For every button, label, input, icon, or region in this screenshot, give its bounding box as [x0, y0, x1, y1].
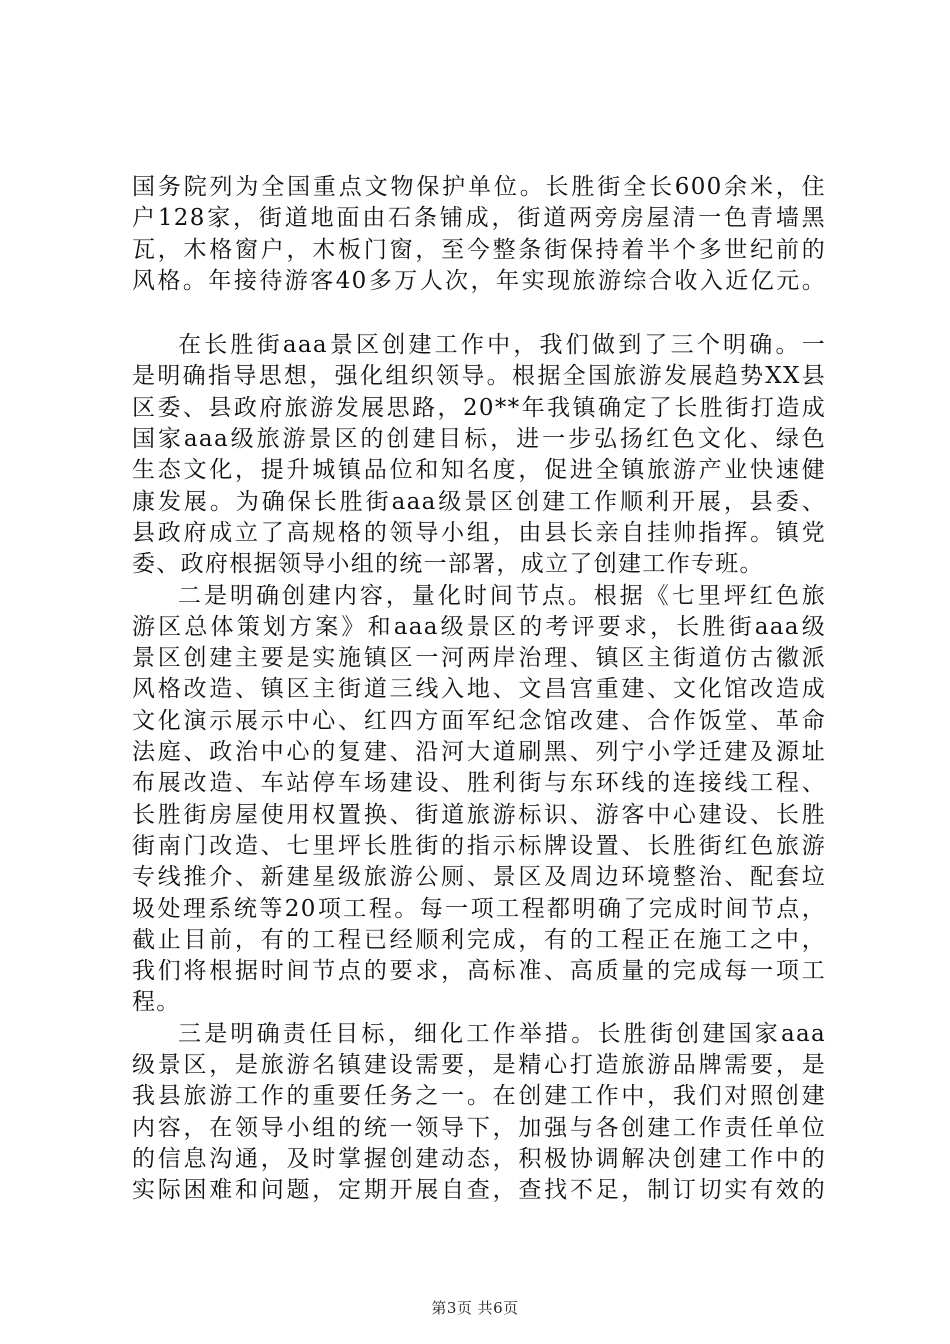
- text-line: 区委、县政府旅游发展思路，20**年我镇确定了长胜街打造成: [132, 394, 826, 421]
- text-line: 内容，在领导小组的统一领导下，加强与各创建工作责任单位: [132, 1114, 826, 1141]
- text-line: 我们将根据时间节点的要求，高标准、高质量的完成每一项工: [132, 958, 826, 985]
- text-line: 委、政府根据领导小组的统一部署，成立了创建工作专班。: [132, 551, 764, 578]
- text-line: 景区创建主要是实施镇区一河两岸治理、镇区主街道仿古徽派: [132, 645, 826, 672]
- text-line: 截止目前，有的工程已经顺利完成，有的工程正在施工之中，: [132, 926, 826, 953]
- text-line: 在长胜街aaa景区创建工作中，我们做到了三个明确。一: [178, 332, 826, 359]
- text-line: 圾处理系统等20项工程。每一项工程都明确了完成时间节点，: [132, 895, 826, 922]
- text-line: 文化演示展示中心、红四方面军纪念馆改建、合作饭堂、革命: [132, 707, 826, 734]
- text-line: 国务院列为全国重点文物保护单位。长胜街全长600余米，住: [132, 174, 826, 200]
- text-line: 街南门改造、七里坪长胜街的指示标牌设置、长胜街红色旅游: [132, 832, 826, 859]
- text-line: 瓦，木格窗户，木板门窗，至今整条街保持着半个多世纪前的: [132, 236, 826, 263]
- text-line: 实际困难和问题，定期开展自查，查找不足，制订切实有效的: [132, 1177, 826, 1204]
- text-line: 风格。年接待游客40多万人次，年实现旅游综合收入近亿元。: [132, 267, 826, 294]
- text-line: 三是明确责任目标，细化工作举措。长胜街创建国家aaa: [178, 1020, 826, 1047]
- text-line: 布展改造、车站停车场建设、胜利街与东环线的连接线工程、: [132, 770, 826, 797]
- text-line: 长胜街房屋使用权置换、街道旅游标识、游客中心建设、长胜: [132, 801, 826, 828]
- text-line: 专线推介、新建星级旅游公厕、景区及周边环境整治、配套垃: [132, 864, 826, 891]
- text-line: 游区总体策划方案》和aaa级景区的考评要求，长胜街aaa级: [132, 613, 826, 640]
- text-line: 二是明确创建内容，量化时间节点。根据《七里坪红色旅: [178, 582, 826, 609]
- paragraph-4: [132, 1019, 826, 1207]
- paragraph-spacer: [132, 297, 826, 330]
- text-line: 我县旅游工作的重要任务之一。在创建工作中，我们对照创建: [132, 1083, 826, 1110]
- text-line: 法庭、政治中心的复建、沿河大道刷黑、列宁小学迁建及源址: [132, 739, 826, 766]
- text-line: 户128家，街道地面由石条铺成，街道两旁房屋清一色青墙黑: [132, 205, 826, 232]
- text-line: 是明确指导思想，强化组织领导。根据全国旅游发展趋势XX县: [132, 363, 826, 390]
- document-body: [132, 172, 826, 1207]
- text-line: 程。: [132, 989, 181, 1016]
- text-line: 级景区，是旅游名镇建设需要，是精心打造旅游品牌需要，是: [132, 1052, 826, 1079]
- paragraph-2: [132, 330, 826, 580]
- paragraph-1: [132, 172, 826, 297]
- text-line: 国家aaa级旅游景区的创建目标，进一步弘扬红色文化、绿色: [132, 426, 826, 453]
- text-line: 县政府成立了高规格的领导小组，由县长亲自挂帅指挥。镇党: [132, 519, 826, 546]
- text-line: 风格改造、镇区主街道三线入地、文昌宫重建、文化馆改造成: [132, 676, 826, 703]
- text-line: 的信息沟通，及时掌握创建动态，积极协调解决创建工作中的: [132, 1145, 826, 1172]
- text-line: 生态文化，提升城镇品位和知名度，促进全镇旅游产业快速健: [132, 457, 826, 484]
- paragraph-3: [132, 581, 826, 1019]
- text-line: 康发展。为确保长胜街aaa级景区创建工作顺利开展，县委、: [132, 488, 826, 515]
- page-number-footer: 第3页 共6页: [431, 1299, 519, 1317]
